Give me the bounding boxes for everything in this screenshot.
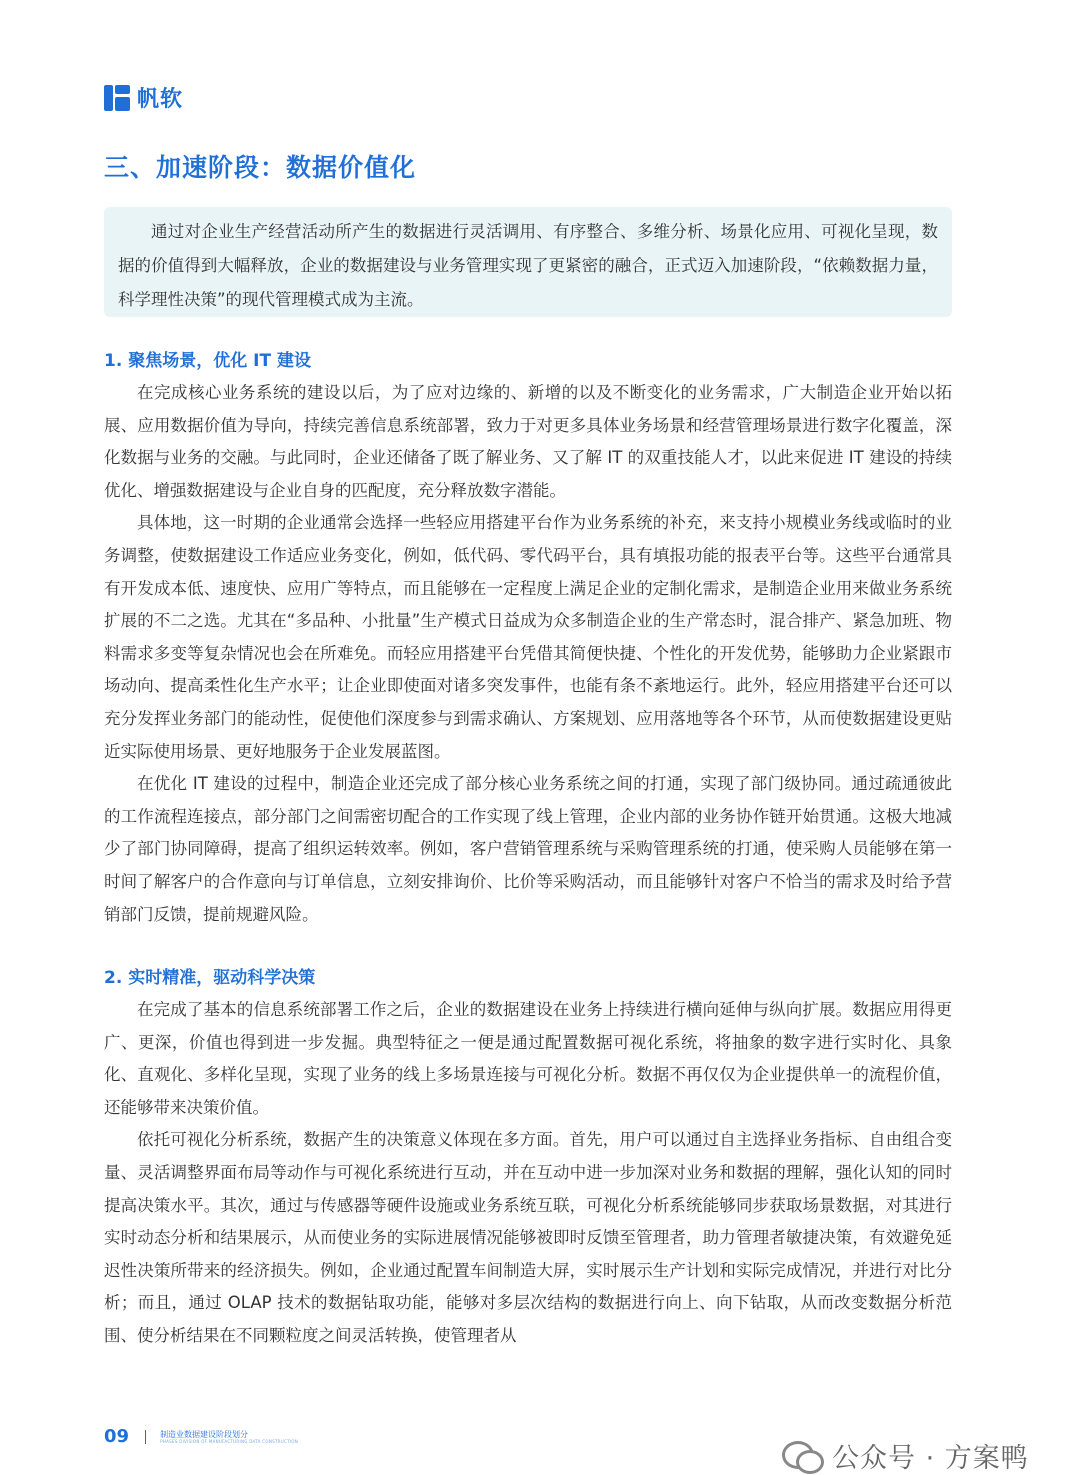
footer-title xyxy=(160,1430,298,1444)
brand-name: 帆软 xyxy=(137,87,184,112)
section-heading: 三、加速阶段：数据价值化 xyxy=(104,153,417,182)
page-number: 09 xyxy=(104,1426,130,1447)
section-1-title: 1. 聚焦场景，优化 IT 建设 xyxy=(104,351,311,371)
section-1-paragraph-1: 在完成核心业务系统的建设以后，为了应对边缘的、新增的以及不断变化的业务需求，广大制造企业开始以拓展、应用数据价值为导向，持续完善信息系统部署，致力于对更多具体业务场景和经营管理场景进行数字化覆盖，深化数据与业务的交融。与此同时，企业还储备了既了解业务、又了解 IT 的双重技能人才，以此来促进 IT 建设的持续优化、增强数据建设与企业自身的匹配度，充分释放数字潜能。 xyxy=(104,383,952,500)
fanruan-logo-icon xyxy=(104,85,130,111)
brand-logo xyxy=(104,82,183,113)
watermark xyxy=(782,1436,1029,1475)
section-2-paragraph-1: 在完成了基本的信息系统部署工作之后，企业的数据建设在业务上持续进行横向延伸与纵向扩展。数据应用得更广、更深，价值也得到进一步发掘。典型特征之一便是通过配置数据可视化系统，将抽象的数字进行实时化、具象化、直观化、多样化呈现，实现了业务的线上多场景连接与可视化分析。数据不再仅仅为企业提供单一的流程价值，还能够带来决策价值。 xyxy=(104,1000,952,1117)
page-footer xyxy=(104,1426,298,1447)
section-1-paragraph-3: 在优化 IT 建设的过程中，制造企业还完成了部分核心业务系统之间的打通，实现了部门级协同。通过疏通彼此的工作流程连接点，部分部门之间需密切配合的工作实现了线上管理，企业内部的业务协作链开始贯通。这极大地减少了部门协同障碍，提高了组织运转效率。例如，客户营销管理系统与采购管理系统的打通，使采购人员能够在第一时间了解客户的合作意向与订单信息，立刻安排询价、比价等采购活动，而且能够针对客户不恰当的需求及时给予营销部门反馈，提前规避风险。 xyxy=(104,774,952,924)
summary-callout xyxy=(104,207,952,317)
watermark-text: 公众号 · 方案鸭 xyxy=(832,1443,1029,1474)
section-2-paragraph-2: 依托可视化分析系统，数据产生的决策意义体现在多方面。首先，用户可以通过自主选择业务指标、自由组合变量、灵活调整界面布局等动作与可视化系统进行互动，并在互动中进一步加深对业务和数据的理解，强化认知的同时提高决策水平。其次，通过与传感器等硬件设施或业务系统互联，可视化分析系统能够同步获取场景数据，对其进行实时动态分析和结果展示，从而使业务的实际进展情况能够被即时反馈至管理者，助力管理者敏捷决策，有效避免延迟性决策所带来的经济损失。例如，企业通过配置车间制造大屏，实时展示生产计划和实际完成情况，并进行对比分析；而且，通过 OLAP 技术的数据钻取功能，能够对多层次结构的数据进行向上、向下钻取，从而改变数据分析范围、使分析结果在不同颗粒度之间灵活转换，使管理者从 xyxy=(104,1130,952,1345)
section-1 xyxy=(104,345,952,931)
footer-title-cn: 制造业数据建设阶段划分 xyxy=(160,1429,249,1439)
wechat-icon xyxy=(782,1439,824,1473)
section-2 xyxy=(104,962,952,1353)
footer-title-en: PHASES DIVISION OF MANUFACTURING DATA CONSTRUCTION xyxy=(160,1438,299,1444)
footer-divider xyxy=(145,1430,146,1444)
section-2-title: 2. 实时精准，驱动科学决策 xyxy=(104,968,316,988)
callout-text: 通过对企业生产经营活动所产生的数据进行灵活调用、有序整合、多维分析、场景化应用、可视化呈现，数据的价值得到大幅释放，企业的数据建设与业务管理实现了更紧密的融合，正式迈入加速阶段，“依赖数据力量，科学理性决策”的现代管理模式成为主流。 xyxy=(118,222,938,309)
section-1-paragraph-2: 具体地，这一时期的企业通常会选择一些轻应用搭建平台作为业务系统的补充，来支持小规模业务线或临时的业务调整，使数据建设工作适应业务变化，例如，低代码、零代码平台，具有填报功能的报表平台等。这些平台通常具有开发成本低、速度快、应用广等特点，而且能够在一定程度上满足企业的定制化需求，是制造企业用来做业务系统扩展的不二之选。尤其在“多品种、小批量”生产模式日益成为众多制造企业的生产常态时，混合排产、紧急加班、物料需求多变等复杂情况也会在所难免。而轻应用搭建平台凭借其简便快捷、个性化的开发优势，能够助力企业紧跟市场动向、提高柔性化生产水平；让企业即使面对诸多突发事件，也能有条不紊地运行。此外，轻应用搭建平台还可以充分发挥业务部门的能动性，促使他们深度参与到需求确认、方案规划、应用落地等各个环节，从而使数据建设更贴近实际使用场景、更好地服务于企业发展蓝图。 xyxy=(104,513,952,761)
